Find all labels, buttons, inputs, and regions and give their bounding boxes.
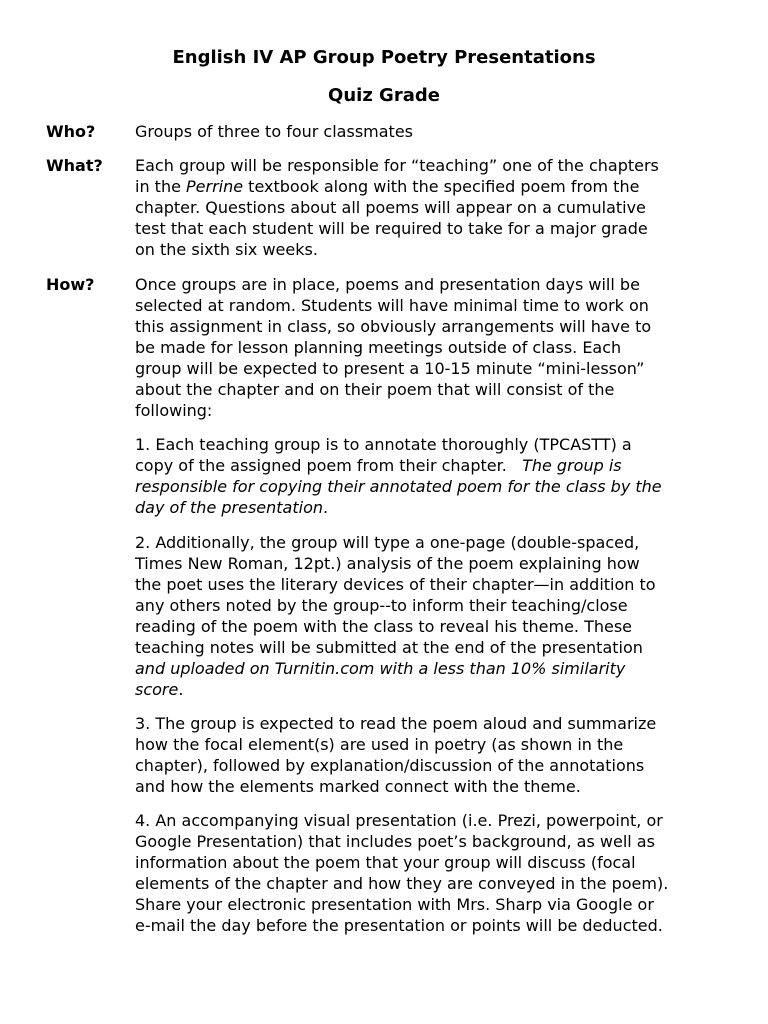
item-line: chapter), followed by explanation/discussion of the annotations [135, 756, 645, 775]
how-line: about the chapter and on their poem that will consist of the [135, 380, 615, 399]
item-line [135, 455, 735, 476]
how-line: Once groups are in place, poems and presentation days will be [135, 275, 640, 294]
item-3 [135, 713, 735, 797]
item-line: Google Presentation) that includes poet’s background, as well as [135, 832, 655, 851]
italic-span: day of the presentation [135, 498, 323, 517]
item-line [135, 679, 735, 700]
text-span: textbook along with the specified poem from the [243, 177, 640, 196]
what-label: What? [46, 156, 103, 175]
item-2 [135, 532, 735, 700]
text-span: in the [135, 177, 187, 196]
how-text [135, 274, 735, 421]
item-1 [135, 434, 735, 518]
item-line: e-mail the day before the presentation or points will be deducted. [135, 916, 663, 935]
item-line: 1. Each teaching group is to annotate thoroughly (TPCASTT) a [135, 435, 632, 454]
item-4 [135, 810, 735, 936]
how-label: How? [46, 275, 95, 294]
item-line [135, 658, 735, 679]
italic-span: and uploaded on Turnitin.com with a less than 10% similarity [135, 659, 626, 678]
what-line: on the sixth six weeks. [135, 240, 318, 259]
item-line: elements of the chapter and how they are conveyed in the poem). [135, 874, 669, 893]
item-line: any others noted by the group--to inform their teaching/close [135, 596, 628, 615]
who-label: Who? [46, 122, 96, 141]
who-text: Groups of three to four classmates [135, 122, 413, 141]
what-line: Each group will be responsible for “teaching” one of the chapters [135, 156, 659, 175]
what-text [135, 155, 735, 260]
italic-span: responsible for copying their annotated poem for the class by the [135, 477, 662, 496]
page-subtitle: Quiz Grade [328, 85, 440, 106]
item-line: how the focal element(s) are used in poetry (as shown in the [135, 735, 624, 754]
what-line: test that each student will be required to take for a major grade [135, 219, 648, 238]
item-line [135, 476, 735, 497]
item-line [135, 497, 735, 518]
italic-span: The group is [522, 456, 622, 475]
page-title: English IV AP Group Poetry Presentations [172, 47, 596, 68]
what-line [135, 176, 735, 197]
how-line: be made for lesson planning meetings outside of class. Each [135, 338, 622, 357]
what-line: chapter. Questions about all poems will appear on a cumulative [135, 198, 646, 217]
item-line: Share your electronic presentation with Mrs. Sharp via Google or [135, 895, 654, 914]
item-line: information about the poem that your group will discuss (focal [135, 853, 636, 872]
italic-span: score [135, 680, 179, 699]
item-line: reading of the poem with the class to reveal his theme. These [135, 617, 633, 636]
how-line: following: [135, 401, 213, 420]
item-line: 4. An accompanying visual presentation (i.e. Prezi, powerpoint, or [135, 811, 663, 830]
how-line: group will be expected to present a 10-15 minute “mini-lesson” [135, 359, 645, 378]
item-line: 3. The group is expected to read the poem aloud and summarize [135, 714, 657, 733]
text-span: copy of the assigned poem from their chapter. [135, 456, 523, 475]
how-line: this assignment in class, so obviously arrangements will have to [135, 317, 652, 336]
perrine-italic: Perrine [186, 177, 244, 196]
item-line: the poet uses the literary devices of their chapter—in addition to [135, 575, 656, 594]
text-span: . [178, 680, 184, 699]
item-line: 2. Additionally, the group will type a one-page (double-spaced, [135, 533, 640, 552]
item-line: and how the elements marked connect with the theme. [135, 777, 581, 796]
item-line: Times New Roman, 12pt.) analysis of the poem explaining how [135, 554, 640, 573]
text-span: . [323, 498, 329, 517]
how-line: selected at random. Students will have minimal time to work on [135, 296, 649, 315]
item-line: teaching notes will be submitted at the end of the presentation [135, 638, 643, 657]
